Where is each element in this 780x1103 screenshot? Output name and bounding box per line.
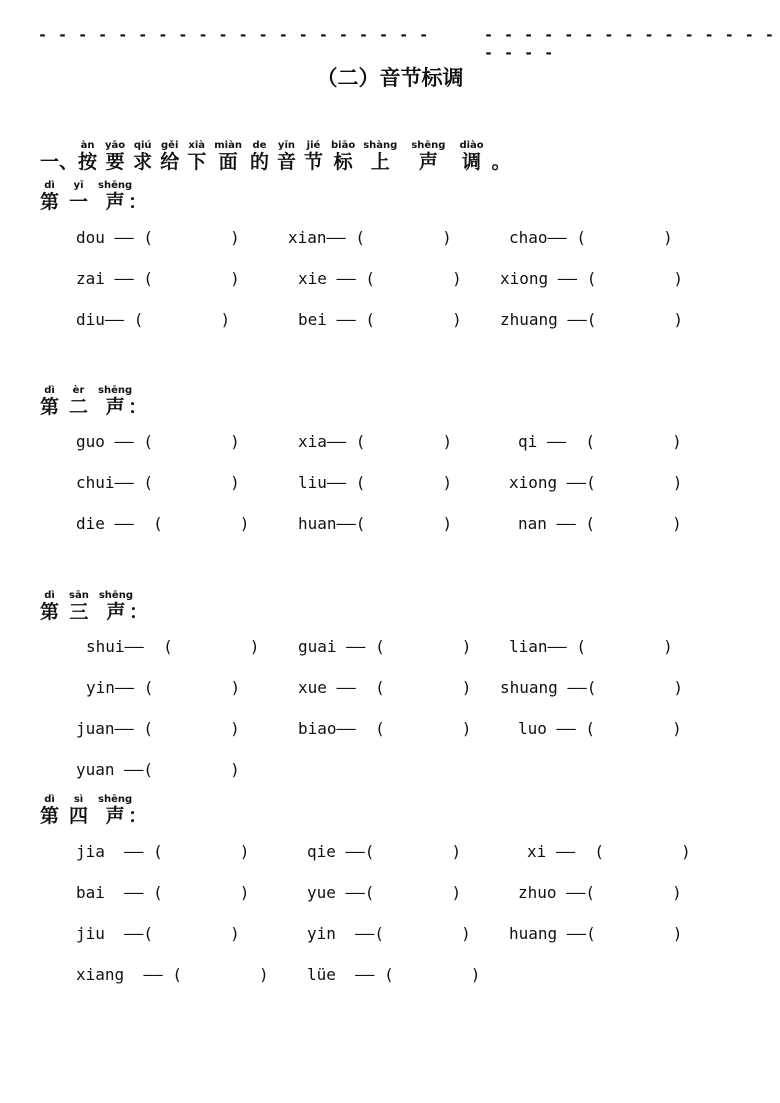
heading-colon: ： [128, 805, 148, 827]
pinyin-annotation: shēng [98, 385, 133, 396]
syllable-exercise-item[interactable]: shui—— ( ) [86, 637, 260, 656]
pinyin-annotation: dì [44, 180, 55, 191]
section-heading [40, 385, 147, 418]
syllable-exercise-item[interactable]: bei —— ( ) [298, 310, 462, 329]
ruby-char [304, 140, 323, 173]
hanzi-char: 给 [160, 151, 180, 173]
instruction-line [40, 140, 511, 173]
syllable-exercise-item[interactable]: lian—— ( ) [509, 637, 673, 656]
syllable-exercise-item[interactable]: xie —— ( ) [298, 269, 462, 288]
heading-colon: ： [128, 601, 148, 623]
ruby-char [363, 140, 397, 173]
heading-colon: ： [128, 191, 148, 213]
pinyin-annotation: shēng [98, 590, 133, 601]
syllable-exercise-item[interactable]: die —— ( ) [76, 514, 250, 533]
ruby-char [105, 140, 125, 173]
ruby-char [78, 140, 97, 173]
syllable-exercise-item[interactable]: yin—— ( ) [86, 678, 241, 697]
syllable-exercise-item[interactable]: xia—— ( ) [298, 432, 453, 451]
hanzi-char: 第 [40, 805, 60, 827]
syllable-exercise-item[interactable]: guai —— ( ) [298, 637, 472, 656]
header-dashes-left: - - - - - - - - - - - - - - - - - - - - [38, 26, 430, 44]
hanzi-char: 第 [40, 396, 60, 418]
pinyin-annotation: shēng [98, 180, 133, 191]
pinyin-annotation: dì [44, 385, 55, 396]
section-heading [40, 590, 148, 623]
ruby-char [133, 140, 152, 173]
syllable-exercise-item[interactable]: juan—— ( ) [76, 719, 240, 738]
hanzi-char: 一 [69, 191, 89, 213]
ruby-char [214, 140, 242, 173]
syllable-exercise-item[interactable]: xue —— ( ) [298, 678, 472, 697]
syllable-exercise-item[interactable]: xiong —— ( ) [500, 269, 684, 288]
ruby-char [69, 590, 89, 623]
pinyin-annotation: gěi [161, 140, 179, 151]
syllable-exercise-item[interactable]: huan——( ) [298, 514, 453, 533]
pinyin-annotation: sì [73, 794, 84, 805]
hanzi-char: 标 [333, 151, 353, 173]
pinyin-annotation: xià [188, 140, 206, 151]
pinyin-annotation: àn [80, 140, 95, 151]
pinyin-annotation: biāo [330, 140, 356, 151]
ruby-char [40, 385, 59, 418]
hanzi-char: 三 [69, 601, 89, 623]
ruby-char [277, 140, 296, 173]
pinyin-annotation: sān [69, 590, 89, 601]
ruby-char [98, 794, 132, 827]
syllable-exercise-item[interactable]: yin ——( ) [307, 924, 471, 943]
hanzi-char: 声 [105, 805, 125, 827]
ruby-char [40, 180, 59, 213]
ruby-char [331, 140, 355, 173]
hanzi-char: 调 [462, 151, 482, 173]
syllable-exercise-item[interactable]: luo —— ( ) [518, 719, 682, 738]
heading-colon: ： [128, 396, 148, 418]
pinyin-annotation: dì [44, 590, 55, 601]
section-heading [40, 794, 147, 827]
hanzi-char: 节 [303, 151, 323, 173]
ruby-char [250, 140, 269, 173]
ruby-char [160, 140, 179, 173]
syllable-exercise-item[interactable]: nan —— ( ) [518, 514, 682, 533]
syllable-exercise-item[interactable]: qi —— ( ) [518, 432, 682, 451]
hanzi-char: 要 [105, 151, 125, 173]
syllable-exercise-item[interactable]: zhuo ——( ) [518, 883, 682, 902]
syllable-exercise-item[interactable]: xiong ——( ) [509, 473, 683, 492]
hanzi-char: 四 [69, 805, 89, 827]
pinyin-annotation: shēng [98, 794, 133, 805]
syllable-exercise-item[interactable]: yuan ——( ) [76, 760, 240, 779]
ruby-char [69, 385, 88, 418]
syllable-exercise-item[interactable]: qie ——( ) [307, 842, 462, 861]
pinyin-annotation: yāo [105, 140, 126, 151]
syllable-exercise-item[interactable]: yue ——( ) [307, 883, 462, 902]
syllable-exercise-item[interactable]: zai —— ( ) [76, 269, 240, 288]
ruby-char [40, 590, 59, 623]
pinyin-annotation: diào [459, 140, 484, 151]
syllable-exercise-item[interactable]: bai —— ( ) [76, 883, 250, 902]
pinyin-annotation: yī [73, 180, 84, 191]
syllable-exercise-item[interactable]: xiang —— ( ) [76, 965, 269, 984]
syllable-exercise-item[interactable]: diu—— ( ) [76, 310, 231, 329]
ruby-char [411, 140, 445, 173]
hanzi-char: 声 [105, 191, 125, 213]
syllable-exercise-item[interactable]: jiu ——( ) [76, 924, 240, 943]
hanzi-char: 声 [106, 601, 126, 623]
hanzi-char: 第 [40, 191, 60, 213]
hanzi-char: 面 [218, 151, 238, 173]
hanzi-char: 下 [187, 151, 207, 173]
header-dashes-right: - - - - - - - - - - - - - - - - - - - [484, 26, 775, 62]
pinyin-annotation: qiú [133, 140, 152, 151]
hanzi-char: 音 [276, 151, 296, 173]
syllable-exercise-item[interactable]: jia —— ( ) [76, 842, 250, 861]
ruby-char [40, 794, 59, 827]
syllable-exercise-item[interactable]: xi —— ( ) [527, 842, 691, 861]
section-heading [40, 180, 147, 213]
hanzi-char: 的 [249, 151, 269, 173]
instruction-number: 一、 [40, 151, 79, 173]
syllable-exercise-item[interactable]: liu—— ( ) [298, 473, 453, 492]
pinyin-annotation: èr [72, 385, 85, 396]
hanzi-char: 按 [78, 151, 98, 173]
page-title: （二）音节标调 [316, 66, 464, 90]
pinyin-annotation: jié [306, 140, 321, 151]
syllable-exercise-item[interactable]: dou —— ( ) [76, 228, 240, 247]
ruby-char [98, 385, 132, 418]
pinyin-annotation: shàng [363, 140, 398, 151]
syllable-exercise-item[interactable]: huang ——( ) [509, 924, 683, 943]
syllable-exercise-item[interactable]: guo —— ( ) [76, 432, 240, 451]
pinyin-annotation: shēng [411, 140, 446, 151]
hanzi-char: 声 [418, 151, 438, 173]
syllable-exercise-item[interactable]: chao—— ( ) [509, 228, 673, 247]
pinyin-annotation: dì [44, 794, 55, 805]
syllable-exercise-item[interactable]: chui—— ( ) [76, 473, 240, 492]
pinyin-annotation: yīn [277, 140, 295, 151]
ruby-char [69, 180, 88, 213]
hanzi-char: 二 [69, 396, 89, 418]
pinyin-annotation: miàn [214, 140, 242, 151]
syllable-exercise-item[interactable]: zhuang ——( ) [500, 310, 684, 329]
syllable-exercise-item[interactable]: shuang ——( ) [500, 678, 684, 697]
pinyin-annotation: de [252, 140, 267, 151]
ruby-char [187, 140, 206, 173]
syllable-exercise-item[interactable]: xian—— ( ) [288, 228, 452, 247]
syllable-exercise-item[interactable]: lüe —— ( ) [307, 965, 481, 984]
ruby-char [98, 180, 132, 213]
hanzi-char: 声 [105, 396, 125, 418]
ruby-char [69, 794, 88, 827]
syllable-exercise-item[interactable]: biao—— ( ) [298, 719, 472, 738]
ruby-char [99, 590, 133, 623]
hanzi-char: 第 [40, 601, 60, 623]
ruby-char [459, 140, 483, 173]
hanzi-char: 上 [370, 151, 390, 173]
hanzi-char: 求 [133, 151, 153, 173]
instruction-period: 。 [491, 151, 511, 173]
